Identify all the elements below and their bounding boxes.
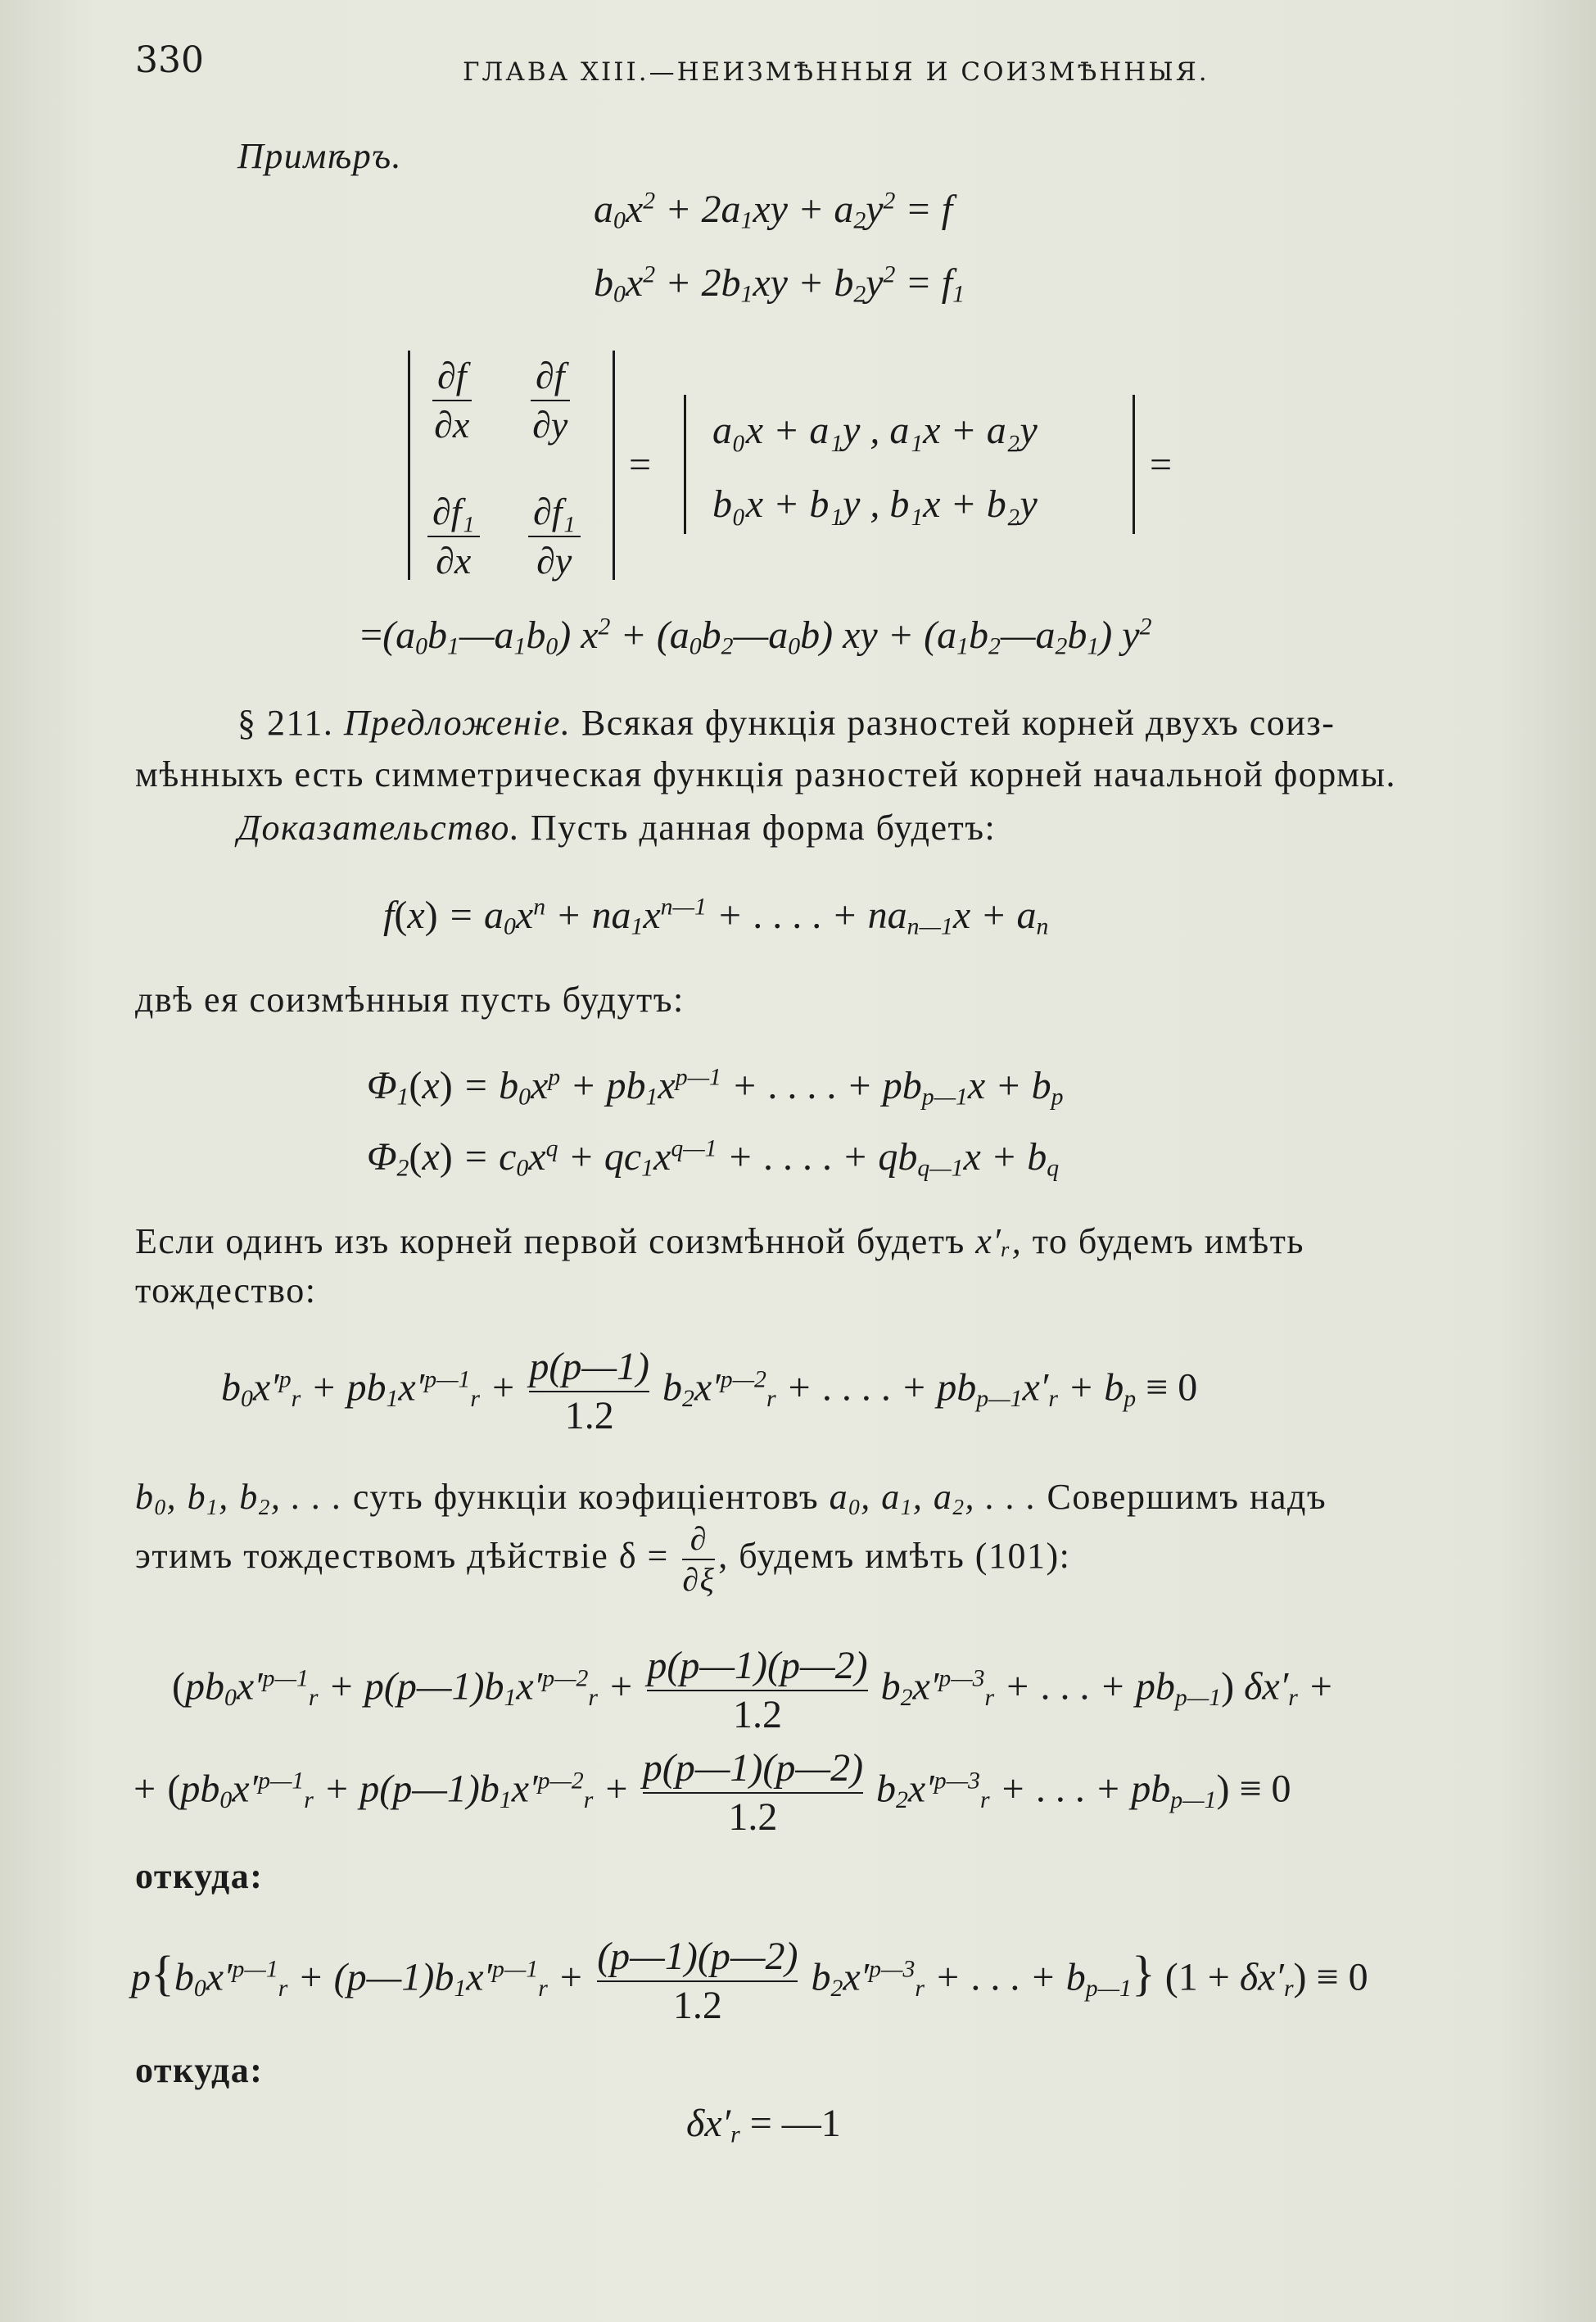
section-211-line-2: мѣнныхъ есть симметрическая функція разностей корней начальной формы.: [135, 754, 1397, 794]
equation-f: $a_0x^2 + 2a_1xy + a_2y^2 = f$: [594, 187, 953, 234]
coef-text-a: суть функціи коэфиціентовъ: [352, 1477, 820, 1517]
example-label: Примѣръ.: [237, 136, 403, 176]
if-root-text-a: Если одинъ изъ корней первой соизмѣнной будетъ: [135, 1221, 965, 1261]
section-number: § 211.: [237, 703, 334, 743]
fraction-p1-p2: $\frac{(p—1)(p—2)}{1.2}$: [597, 1933, 798, 2029]
det-bar-left-1: [408, 351, 410, 580]
fraction-p-p1: $\frac{p(p—1)}{1.2}$: [529, 1343, 649, 1439]
det-row-1: a₀x + a₁y , a₁x + a₂y: [712, 409, 1038, 452]
equation-f1: $b_0x^2 + 2b_1xy + b_2y^2 = f_1$: [594, 260, 965, 308]
if-root-text-b: то будемъ имѣть: [1032, 1221, 1304, 1261]
coef-text-c: этимъ тождествомъ дѣйствіе: [135, 1536, 609, 1577]
factored-equation: $p\{b_0x'^{p—1}_r$ + $(p—1)b_1x'^{p—1}_r$ + $\frac{(p—1)(p—2)}{1.2}$ $b_2x'^{p—3}_r$ + . . . + $b_{p—1}$} $(1 + \delta x'_r) \equiv 0$: [131, 1933, 1368, 2029]
delta-equation-line-1: ($pb_0x'^{p—1}_r$ + $p(p—1)b_1x'^{p—2}_r$ + $\frac{p(p—1)(p—2)}{1.2}$ $b_2x'^{p—3}_r$ + . . . + $pb_{p—1}$) $\delta x'_r$ +: [172, 1642, 1334, 1738]
form-phi-2: $\Phi_2(x) = c_0x^q + qc_1x^{q—1}$ + . . . . + $qb_{q—1}x + b_q$: [367, 1134, 1060, 1182]
if-root-line-2: тождество:: [135, 1270, 317, 1310]
coef-line-2: этимъ тождествомъ дѣйствіе δ = $\frac{\partial}{\partial\xi}$ , будемъ имѣть (101):: [135, 1520, 1071, 1598]
whence-2: откуда:: [135, 2050, 264, 2090]
result-equation: $\delta x'_r$ = —1: [686, 2102, 841, 2148]
form-f: $f(x) = a_0x^n + na_1x^{n—1}$ + . . . . + $na_{n—1}x + a_n$: [383, 893, 1049, 940]
partial-f1-dx: ∂f₁ ∂x: [427, 488, 480, 584]
whence-1: откуда:: [135, 1856, 264, 1896]
partial-f-dx: ∂f ∂x: [432, 352, 472, 448]
determinant-expansion: $=(a_0b_1—a_1b_0) x^2$ + $(a_0b_2—a_0b)$ xy + $(a_1b_2—a_2b_1)$ $y^2$: [360, 613, 1152, 660]
det-bar-right-1: [613, 351, 615, 580]
det-bar-right-2: [1133, 395, 1135, 534]
form-phi-1: $\Phi_1(x) = b_0x^p + pb_1x^{p—1}$ + . . . . + $pb_{p—1}x + b_p$: [367, 1063, 1064, 1111]
coef-text-d: , будемъ имѣть (101):: [718, 1536, 1071, 1577]
page-number: 330: [135, 39, 204, 81]
det-equals-1: =: [629, 443, 652, 487]
if-root-var: x′ᵣ,: [975, 1221, 1023, 1261]
proof-text: Пусть данная форма будетъ:: [530, 808, 997, 848]
section-text-1: Всякая функція разностей корней двухъ соиз-: [581, 703, 1336, 743]
fraction-p-p1-p2-a: $\frac{p(p—1)(p—2)}{1.2}$: [647, 1642, 867, 1738]
det-bar-left-2: [684, 395, 686, 534]
two-forms-text: двѣ ея соизмѣнныя пусть будутъ:: [135, 980, 685, 1020]
section-211-line-1: [237, 702, 1335, 744]
partial-f-dy: ∂f ∂y: [531, 352, 570, 448]
delta-equation-line-2: + ($pb_0x'^{p—1}_r$ + $p(p—1)b_1x'^{p—2}_r$ + $\frac{p(p—1)(p—2)}{1.2}$ $b_2x'^{p—3}_r$ + . . . + $pb_{p—1}) \equiv 0$: [131, 1745, 1291, 1840]
fraction-p-p1-p2-b: $\frac{p(p—1)(p—2)}{1.2}$: [643, 1745, 863, 1840]
fraction-delta: $\frac{\partial}{\partial\xi}$: [682, 1520, 716, 1598]
det-equals-2: =: [1150, 443, 1173, 487]
identity-equation: $b_0x'^p_r + pb_1x'^{p—1}_r$ + $\frac{p(p—1)}{1.2}$ $b_2x'^{p—2}_r$ + . . . . + $pb_{p—1}x'_r + b_p \equiv 0$: [221, 1343, 1197, 1439]
det-row-2: b₀x + b₁y , b₁x + b₂y: [712, 482, 1038, 526]
coef-text-b: Совершимъ надъ: [1047, 1477, 1327, 1517]
partial-f1-dy: ∂f₁ ∂y: [528, 488, 581, 584]
coef-line-1: $b_0$, $b_1$, $b_2$, . . . суть функціи коэфиціентовъ $a_0$, $a_1$, $a_2$, . . . Совершимъ надъ: [135, 1477, 1327, 1519]
if-root-line-1: [135, 1220, 1304, 1262]
proof-label: Доказательство.: [237, 808, 521, 848]
running-head: ГЛАВА XIII.—НЕИЗМѢННЫЯ И СОИЗМѢННЫЯ.: [463, 57, 1209, 87]
section-title: Предложеніе.: [343, 703, 572, 743]
proof-line: [237, 807, 996, 849]
